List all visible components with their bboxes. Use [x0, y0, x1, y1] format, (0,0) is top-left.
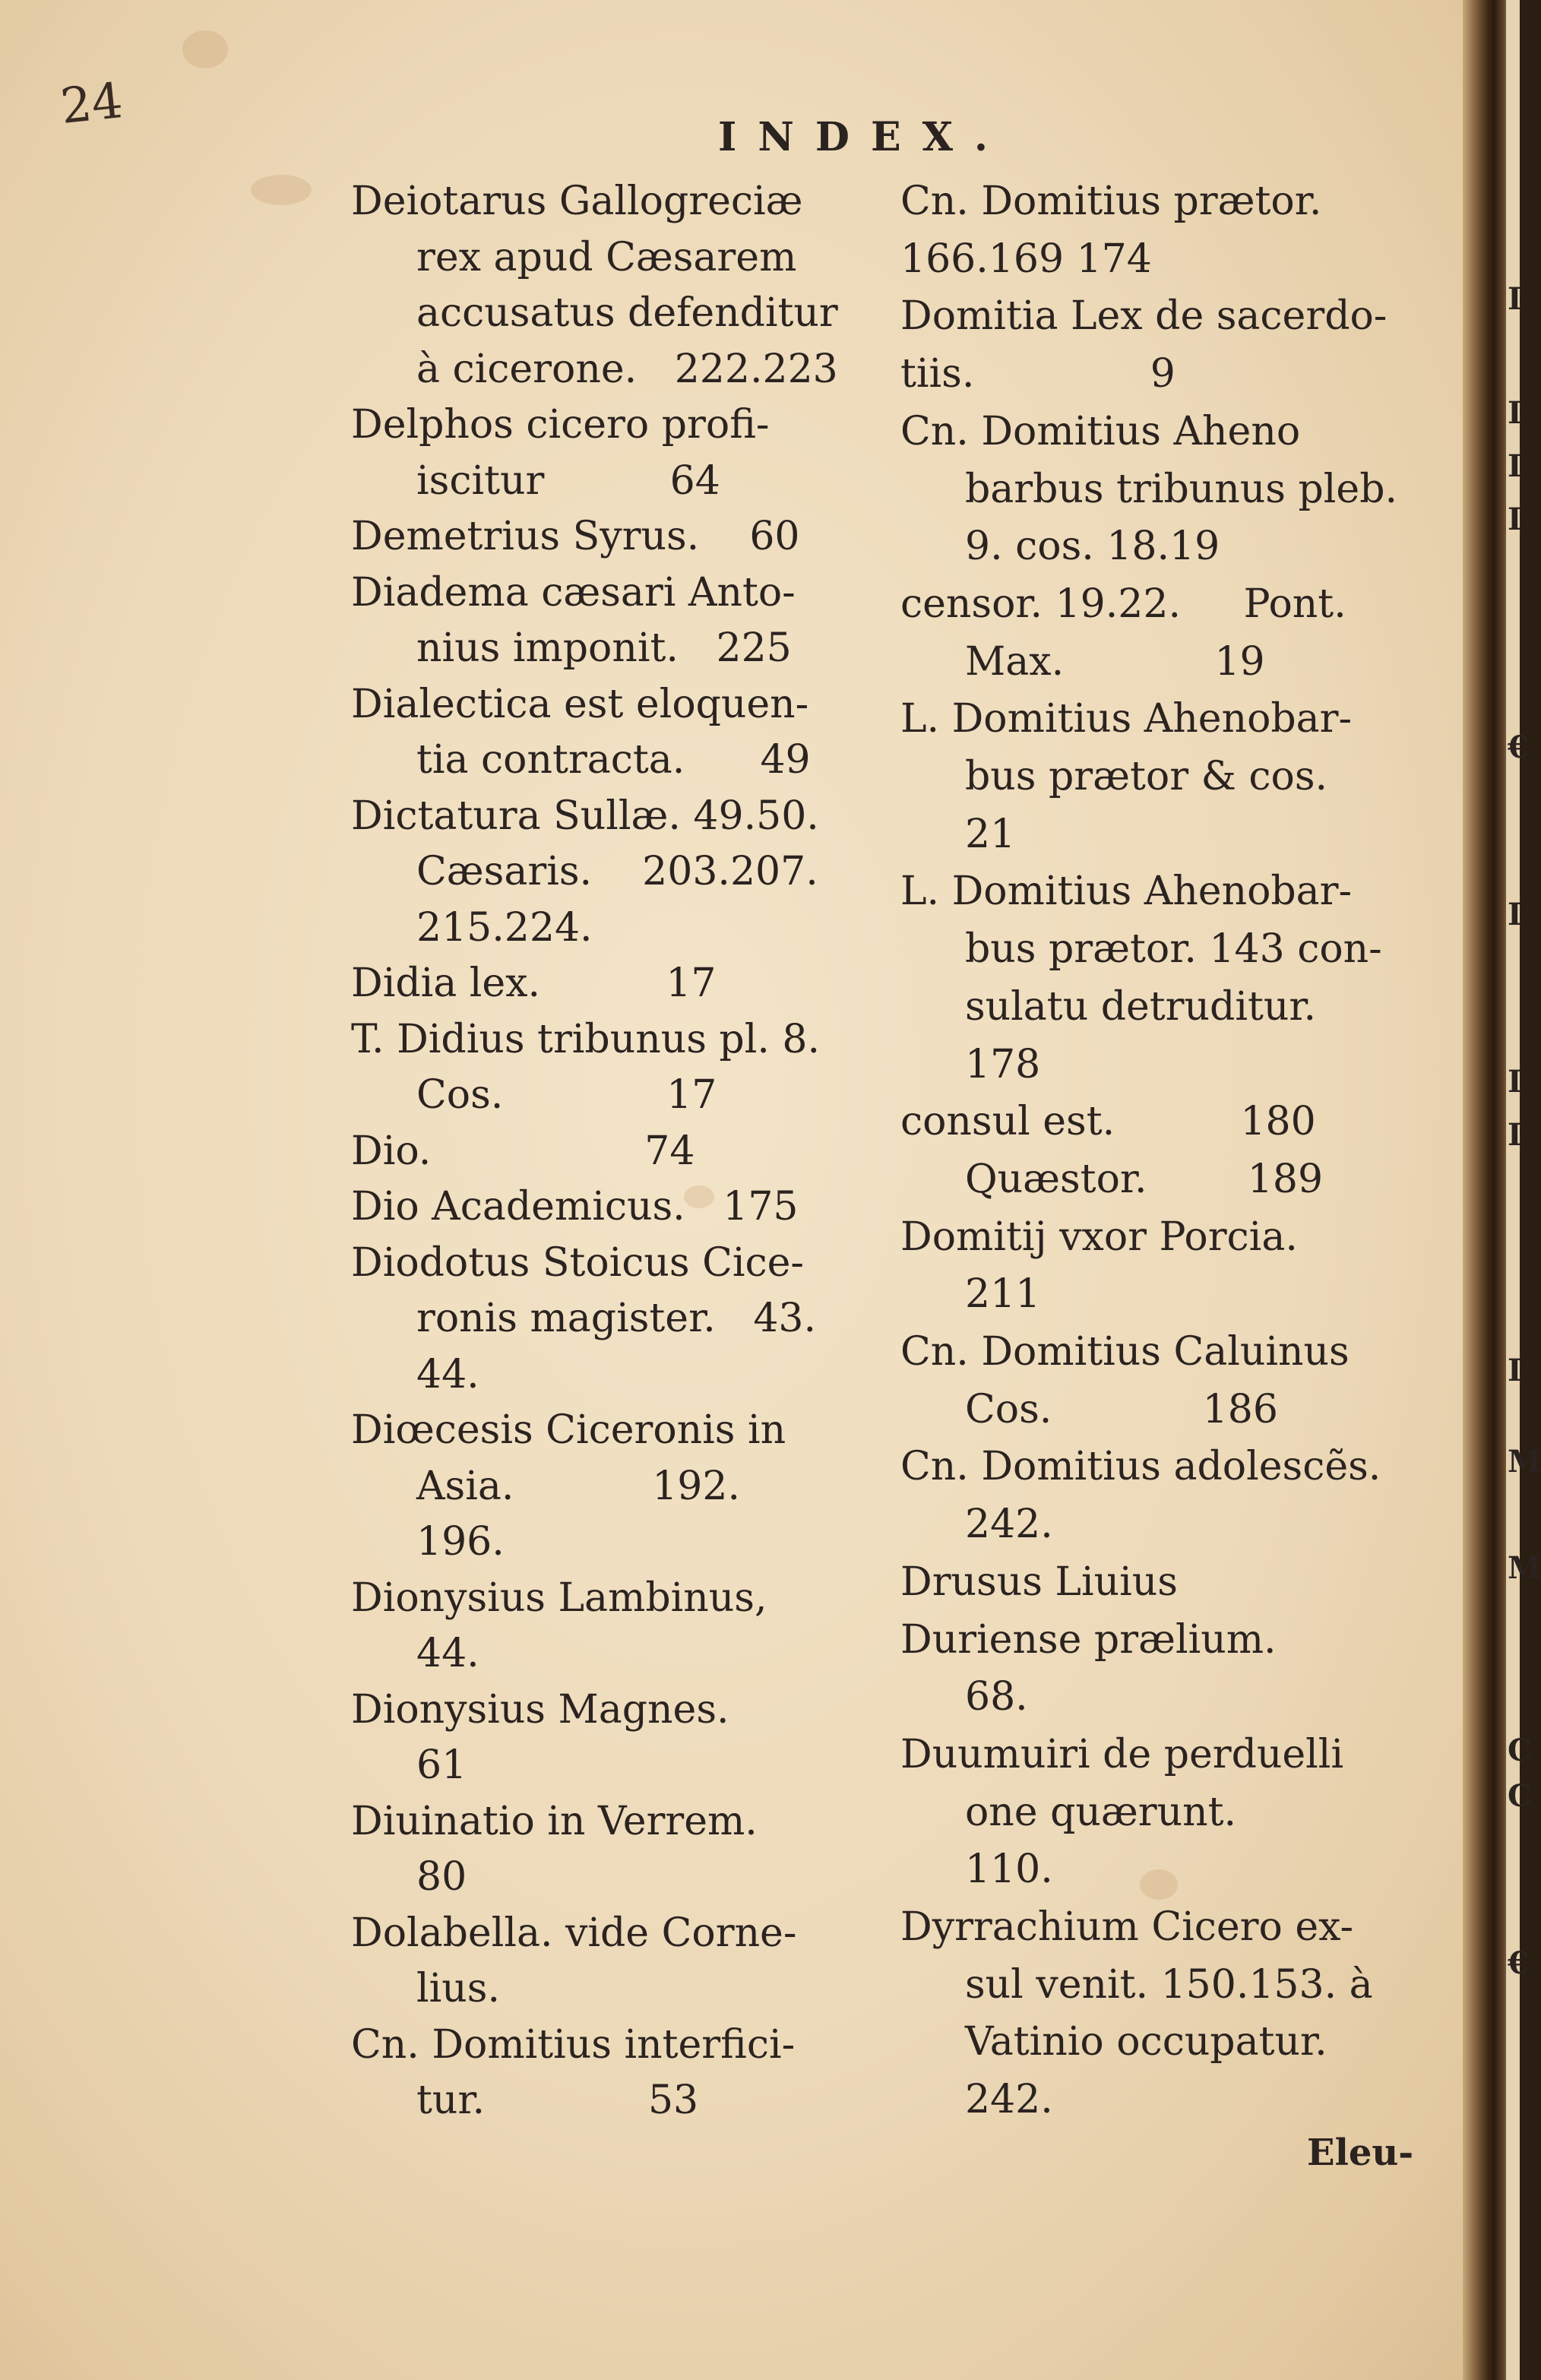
- index-entry: Didia lex. 17: [351, 961, 717, 1006]
- index-entry: tur. 53: [416, 2078, 699, 2123]
- index-entry: Demetrius Syrus. 60: [351, 514, 800, 559]
- index-entry: Cn. Domitius prætor.: [900, 179, 1322, 224]
- index-entry: Diodotus Stoicus Cice-: [351, 1239, 804, 1286]
- index-entry: 215.224.: [416, 904, 593, 951]
- index-entry: 211: [965, 1271, 1041, 1318]
- index-entry: Duumuiri de perduelli: [900, 1731, 1344, 1777]
- index-entry: 61: [416, 1742, 467, 1788]
- index-entry: Quæstor. 189: [965, 1156, 1324, 1202]
- catchword: Eleu-: [1307, 2132, 1414, 2174]
- index-entry: Vatinio occupatur.: [965, 2019, 1327, 2065]
- facing-page-edge: [1506, 0, 1520, 2380]
- index-entry: Delphos cicero profi-: [351, 402, 770, 448]
- index-entry: Cos. 186: [965, 1386, 1278, 1432]
- index-entry: Diuinatio in Verrem.: [351, 1798, 758, 1844]
- index-entry: Asia. 192.: [416, 1463, 741, 1509]
- index-entry: L. Domitius Ahenobar-: [900, 696, 1353, 742]
- index-entry: nius imponit. 225: [416, 625, 792, 671]
- index-entry: accusatus defenditur: [416, 290, 838, 336]
- index-entry: Domitia Lex de sacerdo-: [900, 293, 1388, 340]
- index-entry: Dionysius Lambinus,: [351, 1575, 767, 1621]
- index-entry: bus prætor & cos.: [965, 754, 1328, 799]
- index-entry: iscitur 64: [416, 457, 720, 504]
- index-entry: 80: [416, 1854, 467, 1900]
- index-entry: 9. cos. 18.19: [965, 524, 1220, 570]
- facing-page-letter: I: [1508, 395, 1522, 431]
- index-entry: tia contracta. 49: [416, 737, 811, 783]
- facing-page-letter: I: [1508, 281, 1522, 317]
- index-entry: Duriense prælium.: [900, 1616, 1277, 1663]
- index-entry: 44.: [416, 1351, 479, 1397]
- index-entry: Cos. 17: [416, 1072, 717, 1118]
- index-entry: one quærunt.: [965, 1789, 1237, 1835]
- index-entry: 196.: [416, 1519, 505, 1565]
- index-entry: Deiotarus Gallogreciæ: [351, 179, 803, 224]
- index-entry: Drusus Liuius: [900, 1559, 1178, 1605]
- index-entry: Dionysius Magnes.: [351, 1686, 729, 1733]
- index-entry: 166.169 174: [900, 236, 1152, 282]
- index-entry: Domitij vxor Porcia.: [900, 1214, 1298, 1260]
- index-entry: consul est. 180: [900, 1099, 1316, 1145]
- index-entry: rex apud Cæsarem: [416, 234, 797, 280]
- facing-page-letter: I: [1508, 1064, 1522, 1100]
- index-entry: Cn. Domitius adolescẽs.: [900, 1444, 1381, 1490]
- index-entry: Cn. Domitius Aheno: [900, 408, 1301, 454]
- index-entry: Dio. 74: [351, 1128, 695, 1174]
- facing-page-letter: C: [1508, 1733, 1532, 1768]
- index-entry: ronis magister. 43.: [416, 1296, 817, 1341]
- index-entry: T. Didius tribunus pl. 8.: [351, 1016, 820, 1062]
- facing-page-letter: I: [1508, 1117, 1522, 1153]
- index-entry: 21: [965, 811, 1016, 857]
- paper-stain: [1140, 1869, 1178, 1900]
- index-entry: à cicerone. 222.223: [416, 346, 838, 392]
- page-title: INDEX.: [718, 114, 1010, 160]
- facing-page-letter: M: [1508, 1444, 1541, 1480]
- index-entry: Cn. Domitius interfici-: [351, 2021, 796, 2068]
- index-entry: Diœcesis Ciceronis in: [351, 1407, 786, 1453]
- index-entry: Dialectica est eloquen-: [351, 681, 809, 727]
- facing-page-letter: C: [1508, 1778, 1532, 1814]
- facing-page-letter: I: [1508, 897, 1522, 932]
- facing-page-letter: I: [1508, 1353, 1522, 1388]
- index-entry: lius.: [416, 1966, 500, 2011]
- index-entry: Dio Academicus. 175: [351, 1184, 799, 1230]
- facing-page-letter: I: [1508, 448, 1522, 484]
- index-entry: barbus tribunus pleb.: [965, 466, 1398, 512]
- index-entry: L. Domitius Ahenobar-: [900, 869, 1353, 915]
- index-entry: 68.: [965, 1674, 1028, 1720]
- index-entry: tiis. 9: [900, 351, 1176, 397]
- index-entry: 242.: [965, 1502, 1053, 1548]
- index-entry: 44.: [416, 1631, 479, 1676]
- index-entry: 242.: [965, 2077, 1053, 2123]
- index-entry: 178: [965, 1041, 1041, 1087]
- index-entry: Dyrrachium Cicero ex-: [900, 1904, 1354, 1950]
- facing-page-letter: €: [1508, 730, 1529, 765]
- index-entry: censor. 19.22. Pont.: [900, 581, 1346, 627]
- facing-page-letter: M: [1508, 1550, 1541, 1586]
- index-entry: Dolabella. vide Corne-: [351, 1910, 797, 1956]
- index-entry: Dictatura Sullæ. 49.50.: [351, 793, 819, 839]
- index-entry: bus prætor. 143 con-: [965, 926, 1382, 973]
- index-entry: Diadema cæsari Anto-: [351, 569, 796, 616]
- page-number: 24: [58, 72, 126, 136]
- paper-stain: [251, 175, 312, 205]
- index-entry: sulatu detruditur.: [965, 983, 1317, 1030]
- paper-stain: [182, 30, 228, 68]
- index-entry: sul venit. 150.153. à: [965, 1961, 1373, 2008]
- facing-page-letter: €: [1508, 1945, 1529, 1981]
- index-entry: Cn. Domitius Caluinus: [900, 1329, 1350, 1375]
- index-entry: Max. 19: [965, 638, 1265, 685]
- index-entry: Cæsaris. 203.207.: [416, 849, 818, 894]
- index-entry: 110.: [965, 1847, 1053, 1893]
- facing-page-letter: I: [1508, 502, 1522, 537]
